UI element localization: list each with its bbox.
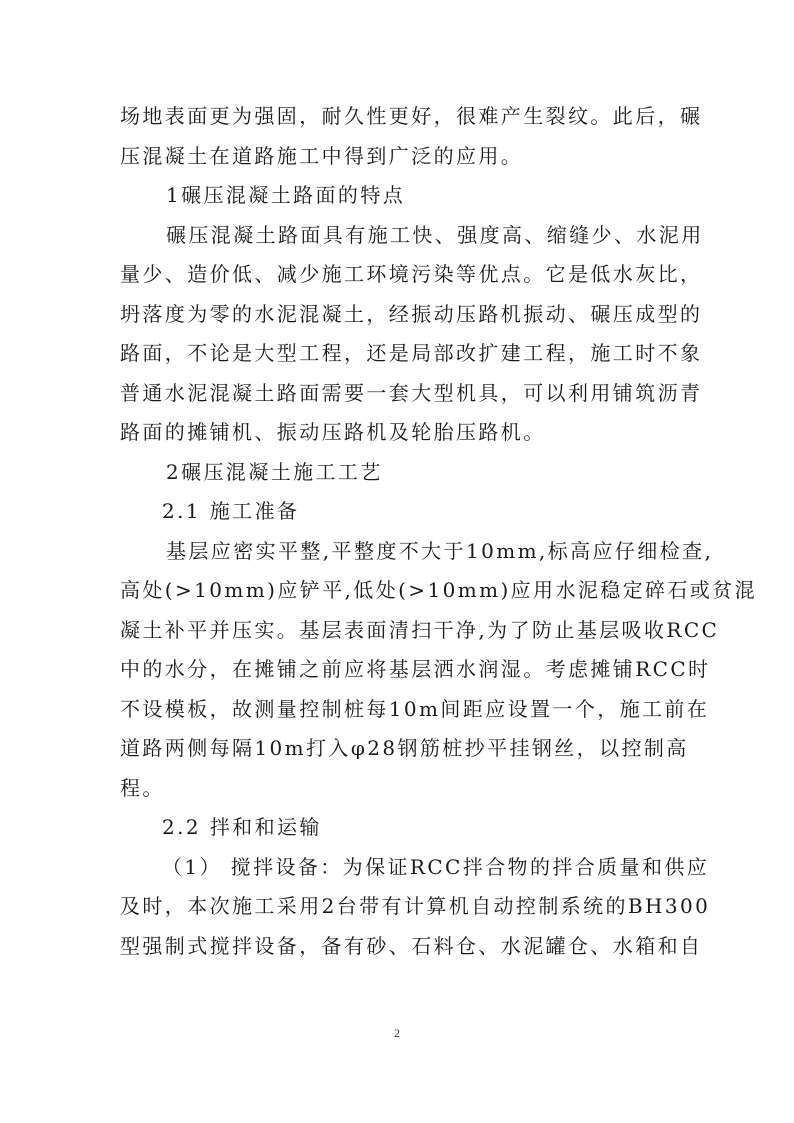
text-line: 路面，不论是大型工程，还是局部改扩建工程，施工时不象: [120, 341, 703, 365]
page-number: 2: [394, 1026, 400, 1040]
subsection-heading-2-1: 2.1 施工准备: [162, 499, 300, 523]
text-line: 路面的摊铺机、振动压路机及轮胎压路机。: [120, 420, 546, 444]
text-line: 压混凝土在道路施工中得到广泛的应用。: [120, 143, 524, 168]
text-line: 场地表面更为强固，耐久性更好，很难产生裂纹。此后，碾: [120, 104, 703, 128]
text-line: 及时，本次施工采用2台带有计算机自动控制系统的BH300: [120, 894, 711, 918]
text-line: 基层应密实平整,平整度不大于10mm,标高应仔细检查,: [166, 538, 714, 563]
text-line: 高处(>10mm)应铲平,低处(>10mm)应用水泥稳定碎石或贫混: [120, 578, 758, 602]
text-line: 不设模板，故测量控制桩每10m间距应设置一个，施工前在: [120, 696, 710, 721]
text-line: 中的水分，在摊铺之前应将基层洒水润湿。考虑摊铺RCC时: [120, 657, 711, 681]
text-line: 碾压混凝土路面具有施工快、强度高、缩缝少、水泥用: [166, 222, 704, 247]
section-heading-1: 1碾压混凝土路面的特点: [166, 183, 406, 207]
text-line: 量少、造价低、减少施工环境污染等优点。它是低水灰比，: [120, 262, 703, 286]
text-line: 程。: [120, 775, 165, 800]
text-line: 型强制式搅拌设备，备有砂、石料仓、水泥罐仓、水箱和自: [120, 933, 703, 958]
body-text: [120, 97, 758, 966]
text-line: 普通水泥混凝土路面需要一套大型机具，可以利用铺筑沥青: [120, 380, 703, 405]
subsection-heading-2-2: 2.2 拌和和运输: [162, 815, 322, 839]
text-line: 坍落度为零的水泥混凝土，经振动压路机振动、碾压成型的: [120, 301, 703, 326]
section-heading-2: 2碾压混凝土施工工艺: [166, 459, 383, 484]
text-line: 道路两侧每隔10m打入φ28钢筋桩抄平挂钢丝，以控制高: [120, 736, 689, 760]
numbered-item: （1） 搅拌设备：为保证RCC拌合物的拌合质量和供应: [162, 854, 710, 879]
text-line: 凝土补平并压实。基层表面清扫干净,为了防止基层吸收RCC: [120, 617, 720, 642]
